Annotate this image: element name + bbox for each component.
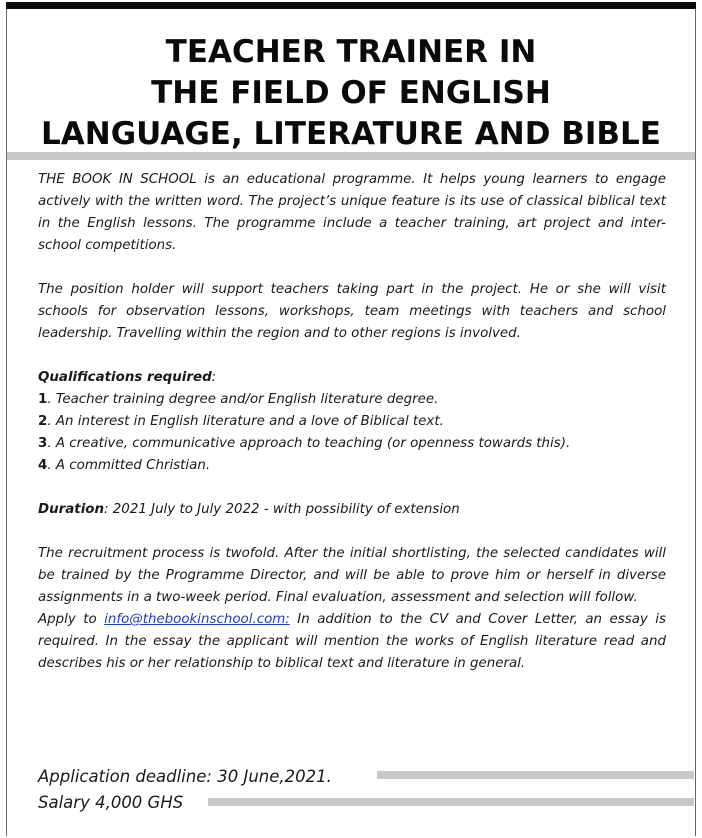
intro-paragraph: THE BOOK IN SCHOOL is an educational programme. It helps young learners to engage actively with the written word. The project’s unique feature is its use of classical biblical text in the English lessons. The programme include a teacher training, art project and inter-school competitions. <box>38 172 666 253</box>
qualification-number: 4 <box>38 458 48 473</box>
apply-email-link[interactable]: info@thebookinschool.com: <box>104 612 290 627</box>
qualification-text: . A committed Christian. <box>47 458 211 473</box>
job-title-line-2: THE FIELD OF ENGLISH <box>151 75 551 111</box>
duration-line <box>38 499 666 521</box>
qualification-item <box>38 455 666 477</box>
apply-paragraph <box>38 609 666 675</box>
qualification-number: 2 <box>38 414 48 429</box>
qualifications-heading-label: Qualifications required <box>38 370 212 385</box>
salary-rule <box>208 798 694 806</box>
job-title <box>6 32 696 155</box>
duration-text: : 2021 July to July 2022 - with possibility of extension <box>104 502 460 517</box>
qualification-item <box>38 389 666 411</box>
qualification-number: 3 <box>38 436 48 451</box>
duration-label: Duration <box>38 502 105 517</box>
qualification-text: . A creative, communicative approach to teaching (or openness towards this). <box>47 436 571 451</box>
qualification-item <box>38 433 666 455</box>
role-paragraph: The position holder will support teachers taking part in the project. He or she will visit schools for observation lessons, workshops, team meetings with teachers and school leadership. Travelling within the region and to other regions is involved. <box>38 282 666 341</box>
qualification-text: . An interest in English literature and a love of Biblical text. <box>47 414 444 429</box>
job-title-line-1: TEACHER TRAINER IN <box>165 34 537 70</box>
top-border-bar <box>6 2 696 9</box>
qualification-text: . Teacher training degree and/or English literature degree. <box>47 392 439 407</box>
deadline-rule <box>377 771 694 779</box>
apply-text: In addition to the CV and Cover Letter, an essay is required. In the essay the applicant will mention the works of English literature read and describes his or her relationship to biblical text and literature in general. <box>38 612 666 671</box>
qualification-item <box>38 411 666 433</box>
salary: Salary 4,000 GHS <box>38 793 184 812</box>
qualification-number: 1 <box>38 392 48 407</box>
apply-prefix: Apply to <box>38 612 105 627</box>
ad-body <box>38 169 666 675</box>
recruitment-paragraph: The recruitment process is twofold. After the initial shortlisting, the selected candidates will be trained by the Programme Director, and will be able to prove him or herself in diverse assignments in a two-week period. Final evaluation, assessment and selection will follow. <box>38 546 666 605</box>
job-title-line-3: LANGUAGE, LITERATURE AND BIBLE <box>41 116 661 152</box>
title-divider <box>7 152 695 160</box>
qualifications-heading-colon: : <box>211 370 217 385</box>
qualifications-heading <box>38 367 666 389</box>
application-deadline: Application deadline: 30 June,2021. <box>38 767 332 786</box>
